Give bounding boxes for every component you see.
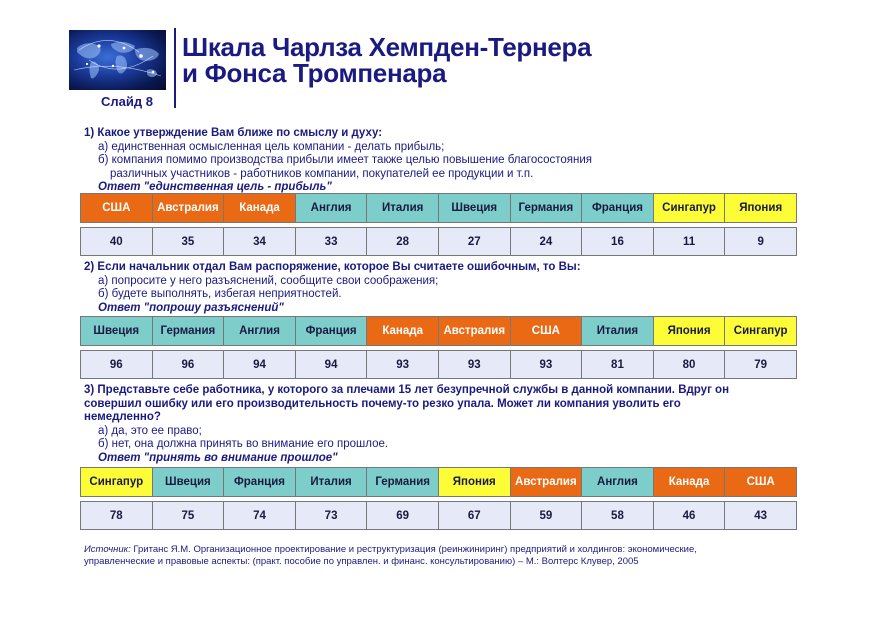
table3-value-cell: 58 <box>582 502 654 530</box>
table2-country-cell: Италия <box>582 317 654 346</box>
question-3-text-line-1: 3) Представьте себе работника, у которого за плечами 15 лет безупречной службы в данной компании. Вдруг он <box>84 384 730 396</box>
table1-value-cell: 28 <box>367 228 439 256</box>
table1-country-cell: Италия <box>367 194 439 223</box>
table1-value-cell: 34 <box>224 228 296 256</box>
table2-value-cell: 96 <box>81 351 153 379</box>
table2-value-cell: 94 <box>295 351 367 379</box>
slide-number-label: Слайд 8 <box>101 94 153 109</box>
question-1-option-b: б) компания помимо производства прибыли имеет также целью повышение благосостояния <box>98 154 593 166</box>
table3-country-cell: Франция <box>224 468 296 497</box>
table1-country-cell: США <box>81 194 153 223</box>
table2-country-cell: Япония <box>653 317 725 346</box>
question-2-text: 2) Если начальник отдал Вам распоряжение, которое Вы считаете ошибочным, то Вы: <box>84 261 581 273</box>
country-table-2 <box>80 316 797 379</box>
source-text-line-1: Гританс Я.М. Организационное проектирование и реструктуризация (реинжиниринг) предприятий и холдингов: экономические, <box>130 544 697 555</box>
table2-value-cell: 94 <box>224 351 296 379</box>
table2-value-cell: 93 <box>510 351 582 379</box>
question-3-answer: Ответ "принять во внимание прошлое" <box>98 451 338 464</box>
table3-value-cell: 75 <box>152 502 224 530</box>
table1-country-cell: Канада <box>224 194 296 223</box>
table1-country-cell: Англия <box>295 194 367 223</box>
table3-value-cell: 78 <box>81 502 153 530</box>
question-2-option-b: б) будете выполнять, избегая неприятностей. <box>98 288 342 300</box>
table1-value-cell: 24 <box>510 228 582 256</box>
question-3 <box>84 384 729 465</box>
table3-country-cell: Австралия <box>510 468 582 497</box>
table1-value-cell: 27 <box>438 228 510 256</box>
table1-country-cell: Австралия <box>152 194 224 223</box>
table1-country-cell: Франция <box>582 194 654 223</box>
table2-value-cell: 93 <box>438 351 510 379</box>
header-divider <box>174 28 176 108</box>
source-footnote <box>84 544 804 568</box>
source-text-line-2: управленческие и правовые аспекты: (практ. пособие по управлен. и финанс. консультированию) – М.: Волтерс Клувер, 2005 <box>84 556 639 567</box>
question-2 <box>84 261 581 315</box>
title-line-2: и Фонса Тромпенара <box>182 58 447 88</box>
table2-country-cell: Швеция <box>81 317 153 346</box>
table2-country-cell: Канада <box>367 317 439 346</box>
table3-value-cell: 69 <box>367 502 439 530</box>
country-table-1 <box>80 193 797 256</box>
table1-value-cell: 9 <box>725 228 797 256</box>
source-label: Источник: <box>84 544 131 555</box>
question-1 <box>84 127 592 195</box>
table2-value-cell: 80 <box>653 351 725 379</box>
table1-country-cell: Сингапур <box>653 194 725 223</box>
table3-country-cell: Канада <box>653 468 725 497</box>
table3-country-cell: Италия <box>295 468 367 497</box>
question-1-option-b-cont: различных участников - работников компании, покупателей ее продукции и т.п. <box>110 167 534 180</box>
table1-country-cell: Германия <box>510 194 582 223</box>
title-line-1: Шкала Чарлза Хемпден-Тернера <box>182 32 592 62</box>
table3-value-cell: 74 <box>224 502 296 530</box>
table3-country-cell: Германия <box>367 468 439 497</box>
table1-value-cell: 35 <box>152 228 224 256</box>
globe-logo-image <box>69 30 166 90</box>
table1-value-cell: 33 <box>295 228 367 256</box>
question-3-text-line-2: совершил ошибку или его производительность почему-то резко упала. Может ли компания уволить его <box>84 397 681 410</box>
question-1-text: 1) Какое утверждение Вам ближе по смыслу и духу: <box>84 127 383 139</box>
table1-country-cell: Швеция <box>438 194 510 223</box>
table2-country-cell: Франция <box>295 317 367 346</box>
table2-value-cell: 93 <box>367 351 439 379</box>
slide-title <box>182 34 591 86</box>
table1-value-cell: 11 <box>653 228 725 256</box>
table1-value-cell: 40 <box>81 228 153 256</box>
table3-country-cell: США <box>725 468 797 497</box>
table2-value-cell: 79 <box>725 351 797 379</box>
table3-country-cell: Япония <box>438 468 510 497</box>
table3-value-cell: 43 <box>725 502 797 530</box>
world-map-icon <box>69 30 166 90</box>
table1-country-cell: Япония <box>725 194 797 223</box>
table3-value-cell: 67 <box>438 502 510 530</box>
question-2-answer: Ответ "попрошу разъяснений" <box>98 301 284 314</box>
table2-value-cell: 96 <box>152 351 224 379</box>
table2-country-cell: Австралия <box>438 317 510 346</box>
question-3-option-a: а) да, это ее право; <box>98 424 202 437</box>
question-3-text-line-3: немедленно? <box>84 411 161 423</box>
table2-country-cell: Англия <box>224 317 296 346</box>
question-2-option-a: а) попросите у него разъяснений, сообщите свои соображения; <box>98 274 439 287</box>
table3-value-cell: 73 <box>295 502 367 530</box>
question-1-option-a: а) единственная осмысленная цель компании - делать прибыль; <box>98 140 445 153</box>
table3-value-cell: 59 <box>510 502 582 530</box>
table2-country-cell: Сингапур <box>725 317 797 346</box>
table1-value-cell: 16 <box>582 228 654 256</box>
table3-country-cell: Англия <box>582 468 654 497</box>
table3-country-cell: Сингапур <box>81 468 153 497</box>
question-3-option-b: б) нет, она должна принять во внимание его прошлое. <box>98 438 389 450</box>
table3-country-cell: Швеция <box>152 468 224 497</box>
table2-value-cell: 81 <box>582 351 654 379</box>
country-table-3 <box>80 467 797 530</box>
table2-country-cell: Германия <box>152 317 224 346</box>
table3-value-cell: 46 <box>653 502 725 530</box>
table2-country-cell: США <box>510 317 582 346</box>
question-1-answer: Ответ "единственная цель - прибыль" <box>98 181 332 193</box>
